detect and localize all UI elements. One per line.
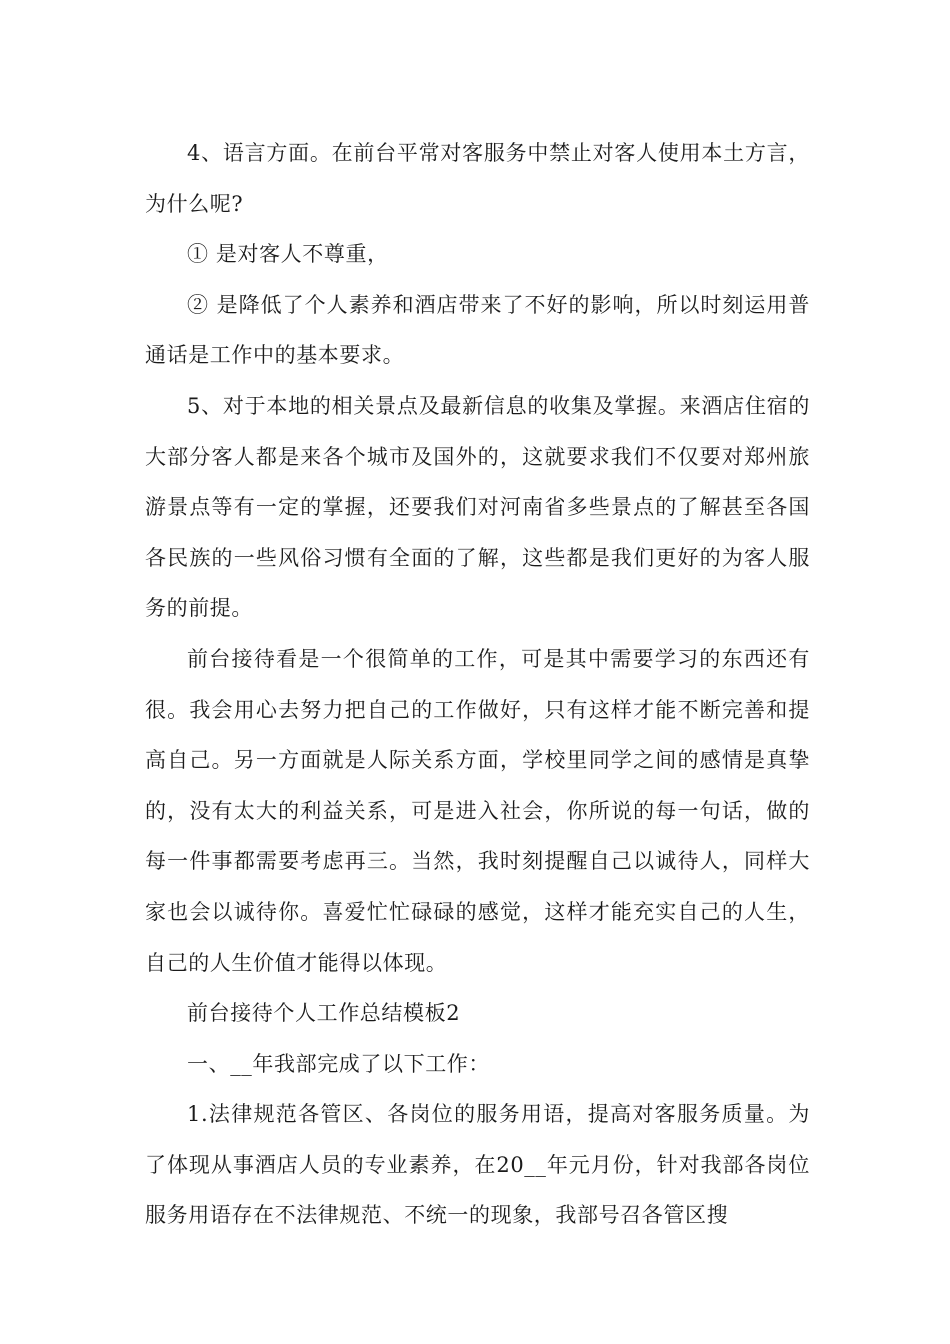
section-heading-work-done: 一、__年我部完成了以下工作： [187, 1051, 490, 1076]
paragraph-service-terms: 1.法律规范各管区、各岗位的服务用语，提高对客服务质量。为了体现从事酒店人员的专业素养，在20__年元月份，针对我部各岗位服务用语存在不法律规范、不统一的现象，我部号召各管区搜 [145, 1102, 810, 1228]
paragraph-reason-2: ② 是降低了个人素养和酒店带来了不好的影响，所以时刻运用普通话是工作中的基本要求。 [145, 292, 810, 368]
document-body [145, 128, 810, 1241]
paragraph-reflection: 前台接待看是一个很简单的工作，可是其中需要学习的东西还有很。我会用心去努力把自己的工作做好，只有这样才能不断完善和提高自己。另一方面就是人际关系方面，学校里同学之间的感情是真挚的，没有太大的利益关系，可是进入社会，你所说的每一句话，做的每一件事都需要考虑再三。当然，我时刻提醒自己以诚待人，同样大家也会以诚待你。喜爱忙忙碌碌的感觉，这样才能充实自己的人生，自己的人生价值才能得以体现。 [145, 646, 810, 975]
paragraph-reason-1: ① 是对客人不尊重， [187, 242, 389, 267]
paragraph-language: 4、语言方面。在前台平常对客服务中禁止对客人使用本土方言，为什么呢? [145, 141, 810, 216]
section-title: 前台接待个人工作总结模板2 [187, 1001, 461, 1026]
paragraph-local-info: 5、对于本地的相关景点及最新信息的收集及掌握。来酒店住宿的大部分客人都是来各个城市及国外的，这就要求我们不仅要对郑州旅游景点等有一定的掌握，还要我们对河南省多些景点的了解甚至各国各民族的一些风俗习惯有全面的了解，这些都是我们更好的为客人服务的前提。 [145, 393, 810, 621]
